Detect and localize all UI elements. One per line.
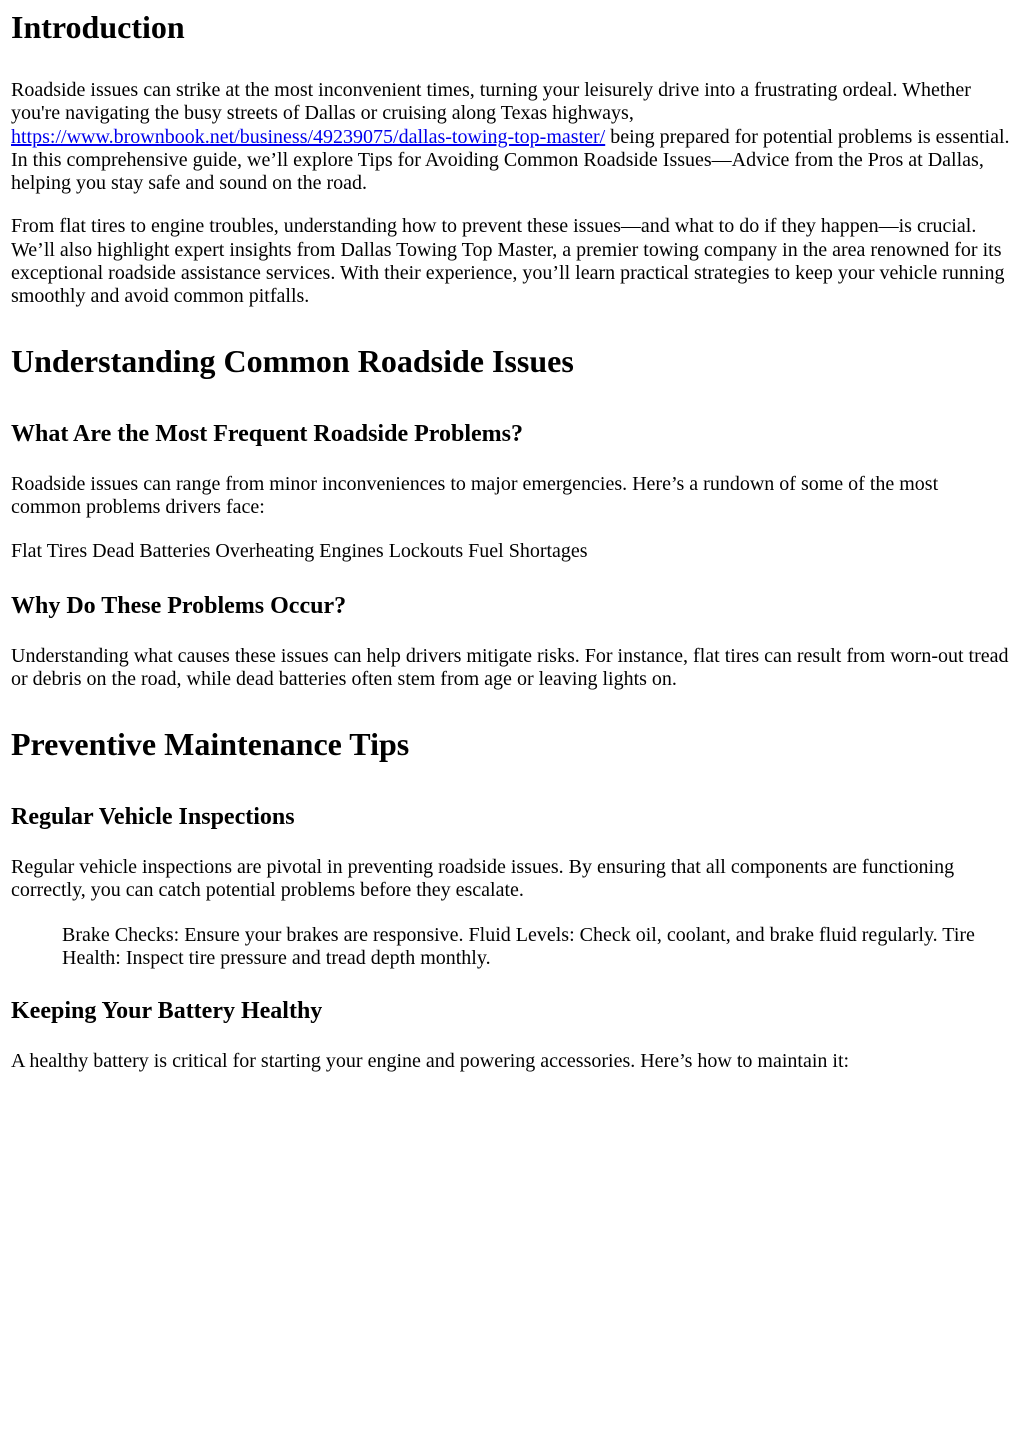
inspections-paragraph: Regular vehicle inspections are pivotal in preventing roadside issues. By ensuring that all components are functioning correctly, you can catch potential problems before they escalate. (11, 856, 955, 902)
introduction-text-before-link: Roadside issues can strike at the most inconvenient times, turning your leisurely drive into a frustrating ordeal. Whether you're navigating the busy streets of Dallas or cruising along Texas highways, (11, 79, 971, 125)
preventive-heading: Preventive Maintenance Tips (11, 726, 410, 763)
introduction-paragraph-1 (11, 79, 1013, 195)
introduction-heading: Introduction (11, 9, 185, 45)
introduction-text-after-link: being prepared for potential problems is essential. In this comprehensive guide, we’ll explore Tips for Avoiding Common Roadside Issues—Advice from the Pros at Dallas, helping you stay safe and sound on the road. (11, 125, 1010, 195)
brownbook-link[interactable]: https://www.brownbook.net/business/49239075/dallas-towing-top-master/ (11, 125, 606, 148)
understanding-heading: Understanding Common Roadside Issues (11, 342, 574, 379)
why-problems-paragraph: Understanding what causes these issues can help drivers mitigate risks. For instance, flat tires can result from worn-out tread or debris on the road, while dead batteries often stem from age or leaving lights on. (11, 644, 1009, 690)
inspections-checklist: Brake Checks: Ensure your brakes are responsive. Fluid Levels: Check oil, coolant, and brake fluid regularly. Tire Health: Inspect tire pressure and tread depth monthly. (62, 923, 975, 970)
frequent-problems-heading: What Are the Most Frequent Roadside Problems? (11, 420, 523, 447)
inspections-heading: Regular Vehicle Inspections (11, 804, 295, 831)
why-problems-heading: Why Do These Problems Occur? (11, 592, 347, 619)
frequent-problems-paragraph: Roadside issues can range from minor inconveniences to major emergencies. Here’s a rundown of some of the most common problems drivers face: (11, 472, 939, 518)
battery-paragraph: A healthy battery is critical for starting your engine and powering accessories. Here’s how to maintain it: (11, 1050, 850, 1073)
problems-list: Flat Tires Dead Batteries Overheating Engines Lockouts Fuel Shortages (11, 540, 588, 563)
battery-heading: Keeping Your Battery Healthy (11, 998, 323, 1025)
introduction-paragraph-2: From flat tires to engine troubles, understanding how to prevent these issues—and what to do if they happen—is crucial. We’ll also highlight expert insights from Dallas Towing Top Master, a premier towing company in the area renowned for its exceptional roadside assistance services. With their experience, you’ll learn practical strategies to keep your vehicle running smoothly and avoid common pitfalls. (11, 215, 1005, 308)
